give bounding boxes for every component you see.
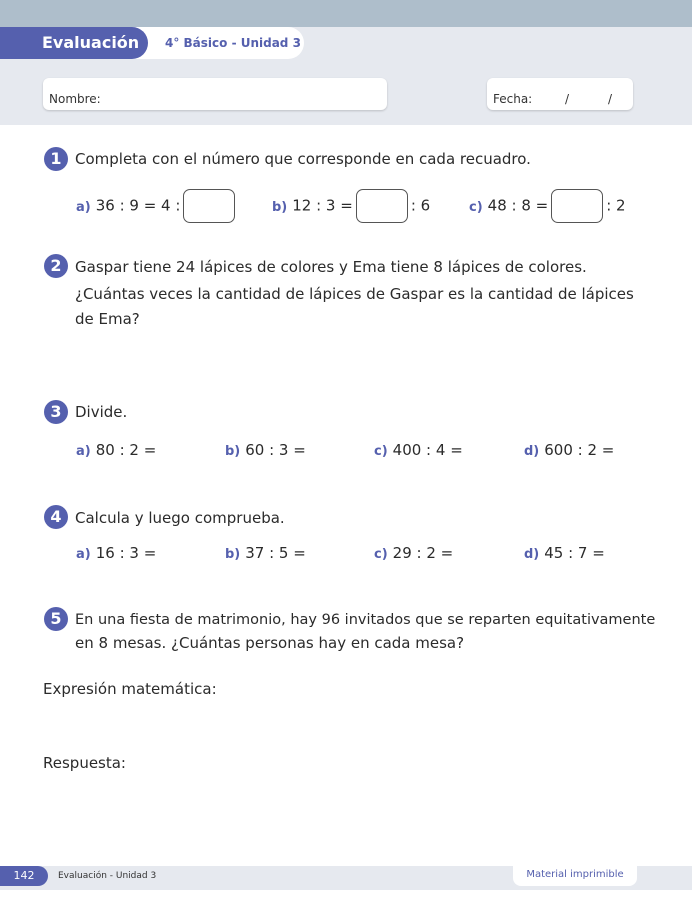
q4-item-d-expr: 45 : 7 = bbox=[544, 544, 605, 562]
q4-item-d-label: d) bbox=[524, 547, 540, 562]
q4-item-b bbox=[225, 540, 306, 568]
q1-item-b-after: : 6 bbox=[410, 196, 431, 215]
math-expression-label: Expresión matemática: bbox=[43, 680, 217, 698]
q1-item-a bbox=[76, 189, 238, 223]
header-strip bbox=[0, 0, 692, 27]
q4-item-b-label: b) bbox=[225, 547, 241, 562]
question-3-number: 3 bbox=[44, 400, 68, 424]
q1-item-b-label: b) bbox=[272, 199, 288, 215]
question-2-line-3: de Ema? bbox=[75, 310, 140, 328]
q1-item-c-label: c) bbox=[469, 199, 483, 215]
name-field[interactable] bbox=[43, 78, 387, 110]
q1-item-a-label: a) bbox=[76, 199, 91, 215]
printable-material-tab: Material imprimible bbox=[513, 864, 637, 886]
q1-item-c-expr: 48 : 8 = bbox=[487, 196, 549, 215]
q1-item-b bbox=[272, 189, 430, 223]
q3-item-a-label: a) bbox=[76, 444, 91, 459]
q1-item-b-answer-box[interactable] bbox=[356, 189, 408, 223]
date-separator-2: / bbox=[608, 92, 613, 106]
q3-item-b-expr: 60 : 3 = bbox=[245, 441, 306, 459]
q3-item-a bbox=[76, 437, 156, 465]
q3-item-b-label: b) bbox=[225, 444, 241, 459]
question-4-text: Calcula y luego comprueba. bbox=[75, 509, 285, 527]
date-label: Fecha: bbox=[493, 92, 533, 106]
q4-item-c-label: c) bbox=[374, 547, 388, 562]
q3-item-d-expr: 600 : 2 = bbox=[544, 441, 615, 459]
q3-item-c-label: c) bbox=[374, 444, 388, 459]
course-subtitle: 4° Básico - Unidad 3 bbox=[165, 36, 301, 50]
date-field[interactable] bbox=[487, 78, 633, 110]
q3-item-b bbox=[225, 437, 306, 465]
answer-label: Respuesta: bbox=[43, 754, 126, 772]
q1-item-c bbox=[469, 189, 626, 223]
page-number: 142 bbox=[0, 866, 48, 886]
footer-text: Evaluación - Unidad 3 bbox=[58, 871, 157, 881]
name-label: Nombre: bbox=[49, 92, 101, 106]
q3-item-d-label: d) bbox=[524, 444, 540, 459]
q3-item-a-expr: 80 : 2 = bbox=[95, 441, 157, 459]
question-1-number: 1 bbox=[44, 147, 68, 171]
question-4-number: 4 bbox=[44, 505, 68, 529]
q4-item-a bbox=[76, 540, 156, 568]
question-5-number: 5 bbox=[44, 607, 68, 631]
q1-item-c-after: : 2 bbox=[606, 196, 626, 215]
q3-item-c bbox=[374, 437, 463, 465]
q4-item-b-expr: 37 : 5 = bbox=[245, 544, 306, 562]
q3-item-d bbox=[524, 437, 614, 465]
question-2-number: 2 bbox=[44, 254, 68, 278]
q1-item-b-expr: 12 : 3 = bbox=[292, 196, 353, 215]
evaluation-tab: Evaluación bbox=[0, 27, 148, 59]
question-5-line-1: En una fiesta de matrimonio, hay 96 invitados que se reparten equitativamente bbox=[75, 612, 656, 628]
question-2-line-1: Gaspar tiene 24 lápices de colores y Ema tiene 8 lápices de colores. bbox=[75, 258, 587, 276]
q4-item-d bbox=[524, 540, 605, 568]
q4-item-c bbox=[374, 540, 453, 568]
q3-item-c-expr: 400 : 4 = bbox=[392, 441, 463, 459]
q4-item-c-expr: 29 : 2 = bbox=[392, 544, 454, 562]
question-1-text: Completa con el número que corresponde en cada recuadro. bbox=[75, 150, 531, 168]
q1-item-c-answer-box[interactable] bbox=[551, 189, 603, 223]
question-3-text: Divide. bbox=[75, 403, 128, 421]
q1-item-a-expr: 36 : 9 = 4 : bbox=[95, 196, 181, 215]
q4-item-a-expr: 16 : 3 = bbox=[95, 544, 157, 562]
question-5-line-2: en 8 mesas. ¿Cuántas personas hay en cada mesa? bbox=[75, 634, 465, 652]
q1-item-a-answer-box[interactable] bbox=[183, 189, 235, 223]
q4-item-a-label: a) bbox=[76, 547, 91, 562]
question-2-line-2: ¿Cuántas veces la cantidad de lápices de Gaspar es la cantidad de lápices bbox=[75, 285, 634, 303]
date-separator-1: / bbox=[565, 92, 570, 106]
